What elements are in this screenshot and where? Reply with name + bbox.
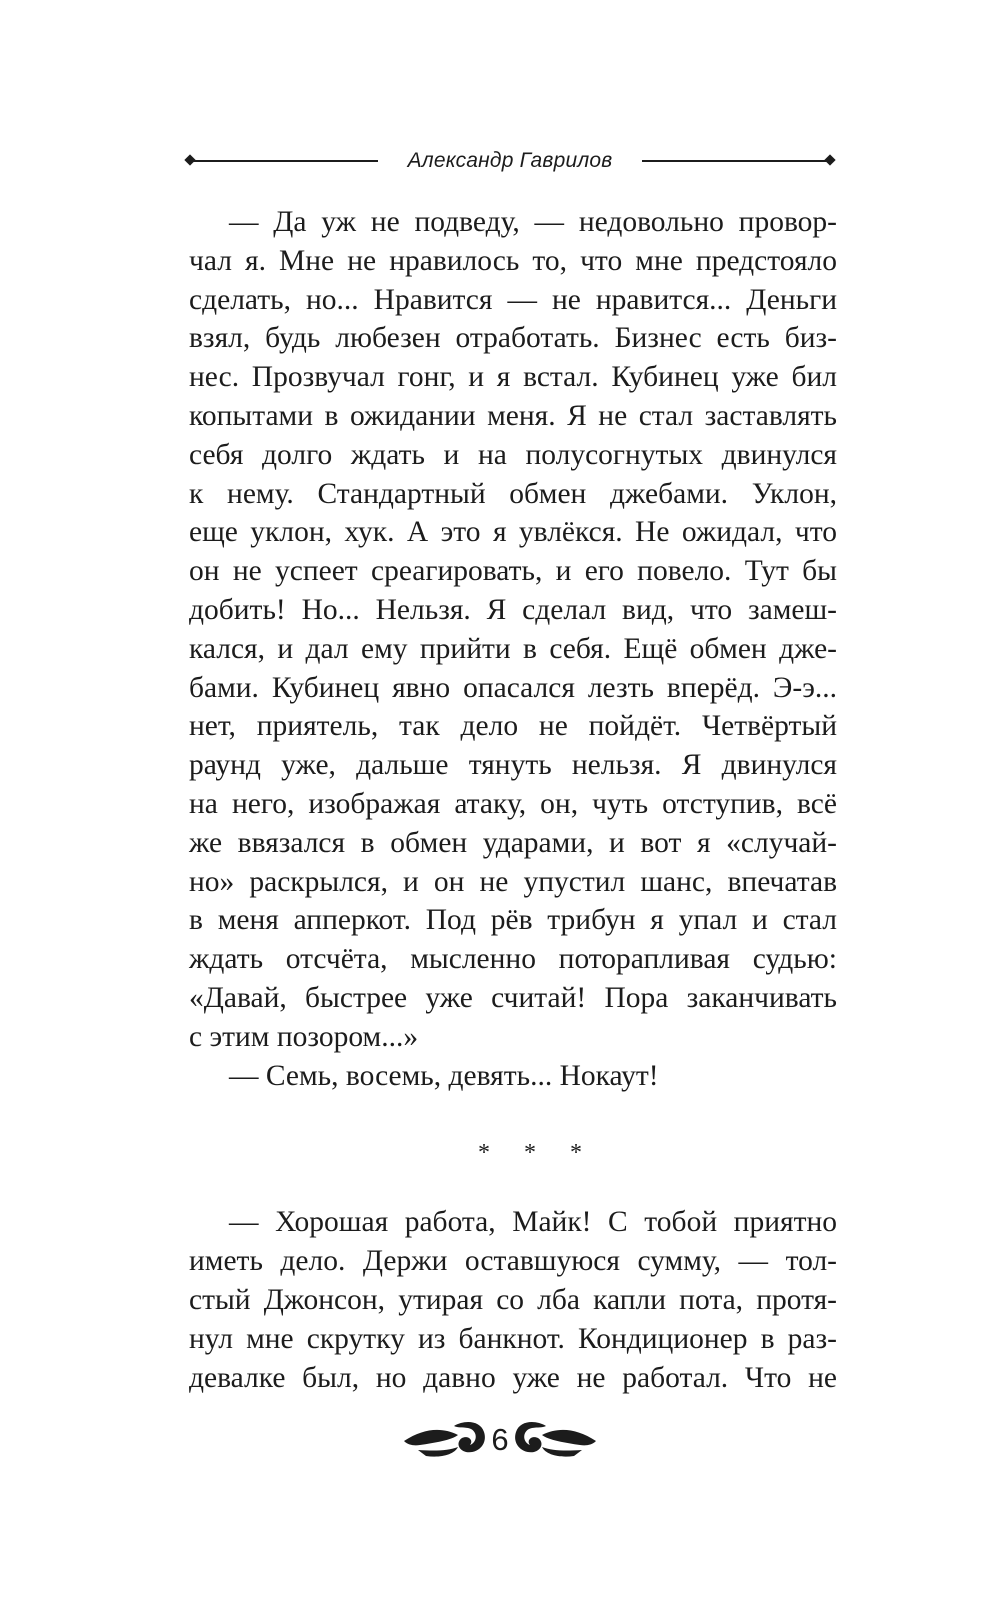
paragraph-3: [189, 1203, 837, 1397]
text-line: в меня апперкот. Под рёв трибун я упал и стал: [189, 904, 837, 937]
text-line: нет, приятель, так дело не пойдёт. Четвёртый: [189, 710, 837, 743]
text-line: себя долго ждать и на полусогнутых двинулся: [189, 438, 837, 471]
text-line: на него, изображая атаку, он, чуть отступив, всё: [189, 787, 837, 820]
text-line: кался, и дал ему прийти в себя. Ещё обмен дже-: [189, 632, 837, 665]
text-line: но» раскрылся, и он не упустил шанс, впечатав: [189, 865, 837, 898]
text-line: бами. Кубинец явно опасался лезть вперёд. Э-э...: [189, 671, 837, 704]
text-line: «Давай, быстрее уже считай! Пора заканчивать: [189, 981, 837, 1014]
page-number: 6: [491, 1422, 509, 1457]
text-line: нул мне скрутку из банкнот. Кондиционер в раз-: [189, 1322, 837, 1355]
text-line: раунд уже, дальше тянуть нельзя. Я двинулся: [189, 749, 837, 782]
body-text: [189, 203, 837, 1397]
text-line: с этим позором...»: [189, 1020, 419, 1053]
header-rule-left: [192, 160, 378, 162]
text-line: девалке был, но давно уже не работал. Что не: [189, 1361, 837, 1394]
paragraph-2: [189, 1057, 837, 1096]
text-line: к нему. Стандартный обмен джебами. Уклон,: [189, 477, 837, 510]
text-line: сделать, но... Нравится — не нравится... Деньги: [189, 283, 837, 316]
spacer: [189, 1095, 837, 1133]
header-rule-right: [642, 160, 830, 162]
text-line: он не успеет среагировать, и его повело. Тут бы: [189, 555, 837, 588]
running-header: [186, 144, 836, 180]
paragraph-1: [189, 203, 837, 1057]
spacer: [189, 1173, 837, 1203]
header-rule-end-right: [824, 154, 835, 165]
text-line: добить! Но... Нельзя. Я сделал вид, что замеш-: [189, 593, 837, 626]
text-line: копытами в ожидании меня. Я не стал заставлять: [189, 399, 837, 432]
text-line: иметь дело. Держи оставшуюся сумму, — тол-: [189, 1245, 837, 1278]
section-separator: * * *: [478, 1140, 596, 1167]
text-line: — Хорошая работа, Майк! С тобой приятно: [229, 1206, 837, 1239]
ornament-right-icon: [484, 1414, 600, 1464]
page-footer: [0, 1414, 1000, 1464]
text-line: стый Джонсон, утирая со лба капли пота, протя-: [189, 1283, 837, 1316]
text-line: чал я. Мне не нравилось то, что мне предстояло: [189, 244, 837, 277]
text-line: взял, будь любезен отработать. Бизнес есть биз-: [189, 322, 837, 355]
text-line: ждать отсчёта, мысленно поторапливая судью:: [189, 943, 837, 976]
text-line: же ввязался в обмен ударами, и вот я «случай-: [189, 826, 837, 859]
header-author: Александр Гаврилов: [407, 149, 613, 172]
text-line: — Семь, восемь, девять... Нокаут!: [229, 1059, 659, 1092]
text-line: еще уклон, хук. А это я увлёкся. Не ожидал, что: [189, 516, 837, 549]
text-line: — Да уж не подведу, — недовольно провор-: [229, 206, 837, 238]
text-line: нес. Прозвучал гонг, и я встал. Кубинец уже бил: [189, 361, 837, 394]
